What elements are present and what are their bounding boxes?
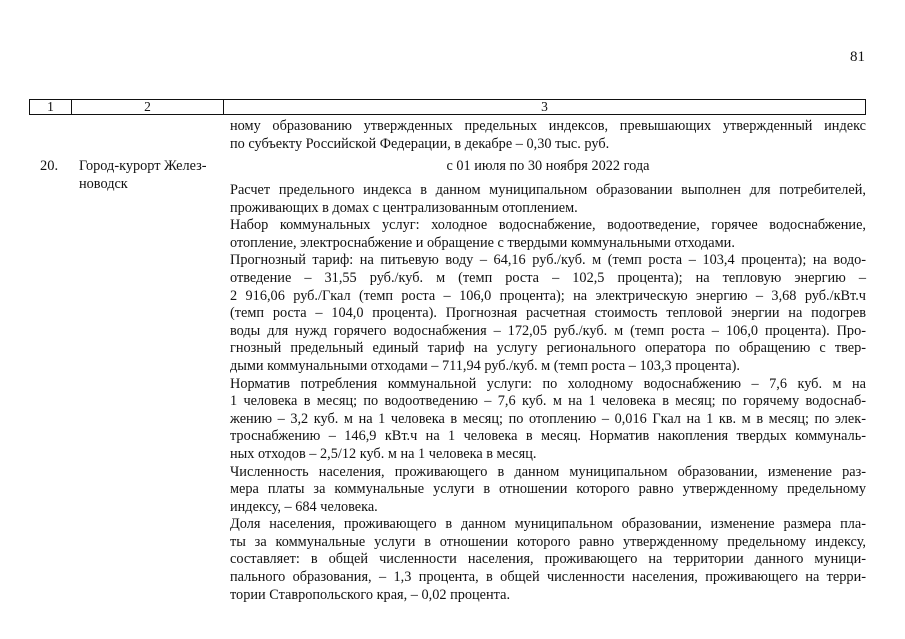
text-line: Доля населения, проживающего в данном муниципальном образовании, изменение размера пла- — [230, 516, 866, 533]
column-header-table — [29, 99, 866, 115]
row-description — [230, 182, 866, 604]
text-line: составляет: в общей численности населения, проживающего на территории данного муници- — [230, 551, 866, 568]
text-line: (темп роста – 104,0 процента). Прогнозная расчетная стоимость тепловой энергии на подогрев — [230, 305, 866, 322]
paragraph-calculation — [230, 182, 866, 217]
column-header-2: 2 — [72, 100, 224, 115]
text-line: 1 человека в месяц; по водоотведению – 7,6 куб. м на 1 человека в месяц; по горячему водоснаб- — [230, 393, 866, 410]
text-line: троснабжению – 146,9 кВт.ч на 1 человека в месяц. Норматив накопления твердых коммуналь- — [230, 428, 866, 445]
text-line: проживающих в домах с централизованным отоплением. — [230, 199, 578, 216]
page-number: 81 — [850, 49, 865, 65]
column-header-row — [30, 100, 866, 115]
text-line: Прогнозный тариф: на питьевую воду – 64,16 руб./куб. м (темп роста – 103,4 процента); на водо- — [230, 252, 866, 269]
text-line: мера платы за коммунальные услуги в отношении которого равно утвержденному предельному — [230, 481, 866, 498]
column-header-3: 3 — [224, 100, 866, 115]
text-line: индексу, – 684 человека. — [230, 498, 378, 515]
text-line: пального образования, – 1,3 процента, в общей численности населения, проживающего на терри- — [230, 569, 866, 586]
continuation-line: ному образованию утвержденных предельных индексов, превышающих утвержденный индекс — [230, 118, 866, 134]
text-line: Набор коммунальных услуг: холодное водоснабжение, водоотведение, горячее водоснабжение, — [230, 217, 866, 234]
paragraph-consumption-norms — [230, 376, 866, 464]
municipality-name-line: Город-курорт Желез- — [79, 158, 207, 174]
text-line: Норматив потребления коммунальной услуги: по холодному водоснабжению – 7,6 куб. м на — [230, 375, 866, 392]
continuation-line: по субъекту Российской Федерации, в декабре – 0,30 тыс. руб. — [230, 135, 610, 152]
text-line: воды для нужд горячего водоснабжения – 172,05 руб./куб. м (темп роста – 106,0 процента). Про- — [230, 322, 866, 339]
text-line: тории Ставропольского края, – 0,02 процента. — [230, 586, 511, 603]
text-line: жению – 3,2 куб. м на 1 человека в месяц; по отоплению – 0,016 Гкал на 1 кв. м в месяц; по элек- — [230, 410, 866, 427]
text-line: отведение – 31,55 руб./куб. м (темп роста – 102,5 процента); на тепловую энергию – — [230, 269, 866, 286]
municipality-name — [79, 158, 221, 193]
text-line: ных отходов – 2,5/12 куб. м на 1 человека в месяц. — [230, 445, 537, 462]
text-line: 2 916,06 руб./Гкал (темп роста – 106,0 процента); на электрическую энергию – 3,68 руб./кВт.ч — [230, 287, 866, 304]
text-line: Расчет предельного индекса в данном муниципальном образовании выполнен для потребителей, — [230, 182, 866, 198]
row-number: 20. — [40, 158, 59, 174]
continuation-text — [230, 118, 866, 153]
text-line: дыми коммунальными отходами – 711,94 руб./куб. м (темп роста – 103,3 процента). — [230, 357, 740, 374]
paragraph-population — [230, 464, 866, 517]
text-line: отопление, электроснабжение и обращение с твердыми коммунальными отходами. — [230, 234, 735, 251]
column-header-1: 1 — [30, 100, 72, 115]
municipality-name-line: новодск — [79, 175, 128, 192]
text-line: Численность населения, проживающего в данном муниципальном образовании, изменение раз- — [230, 463, 866, 480]
text-line: ты за коммунальные услуги в отношении которого равно утвержденному предельному индексу, — [230, 533, 866, 550]
paragraph-services — [230, 217, 866, 252]
paragraph-population-share — [230, 516, 866, 604]
text-line: гнозный предельный единый тариф на услугу регионального оператора по обращению с твер- — [230, 340, 866, 357]
period-heading: с 01 июля по 30 ноября 2022 года — [446, 158, 650, 174]
paragraph-tariffs — [230, 252, 866, 375]
